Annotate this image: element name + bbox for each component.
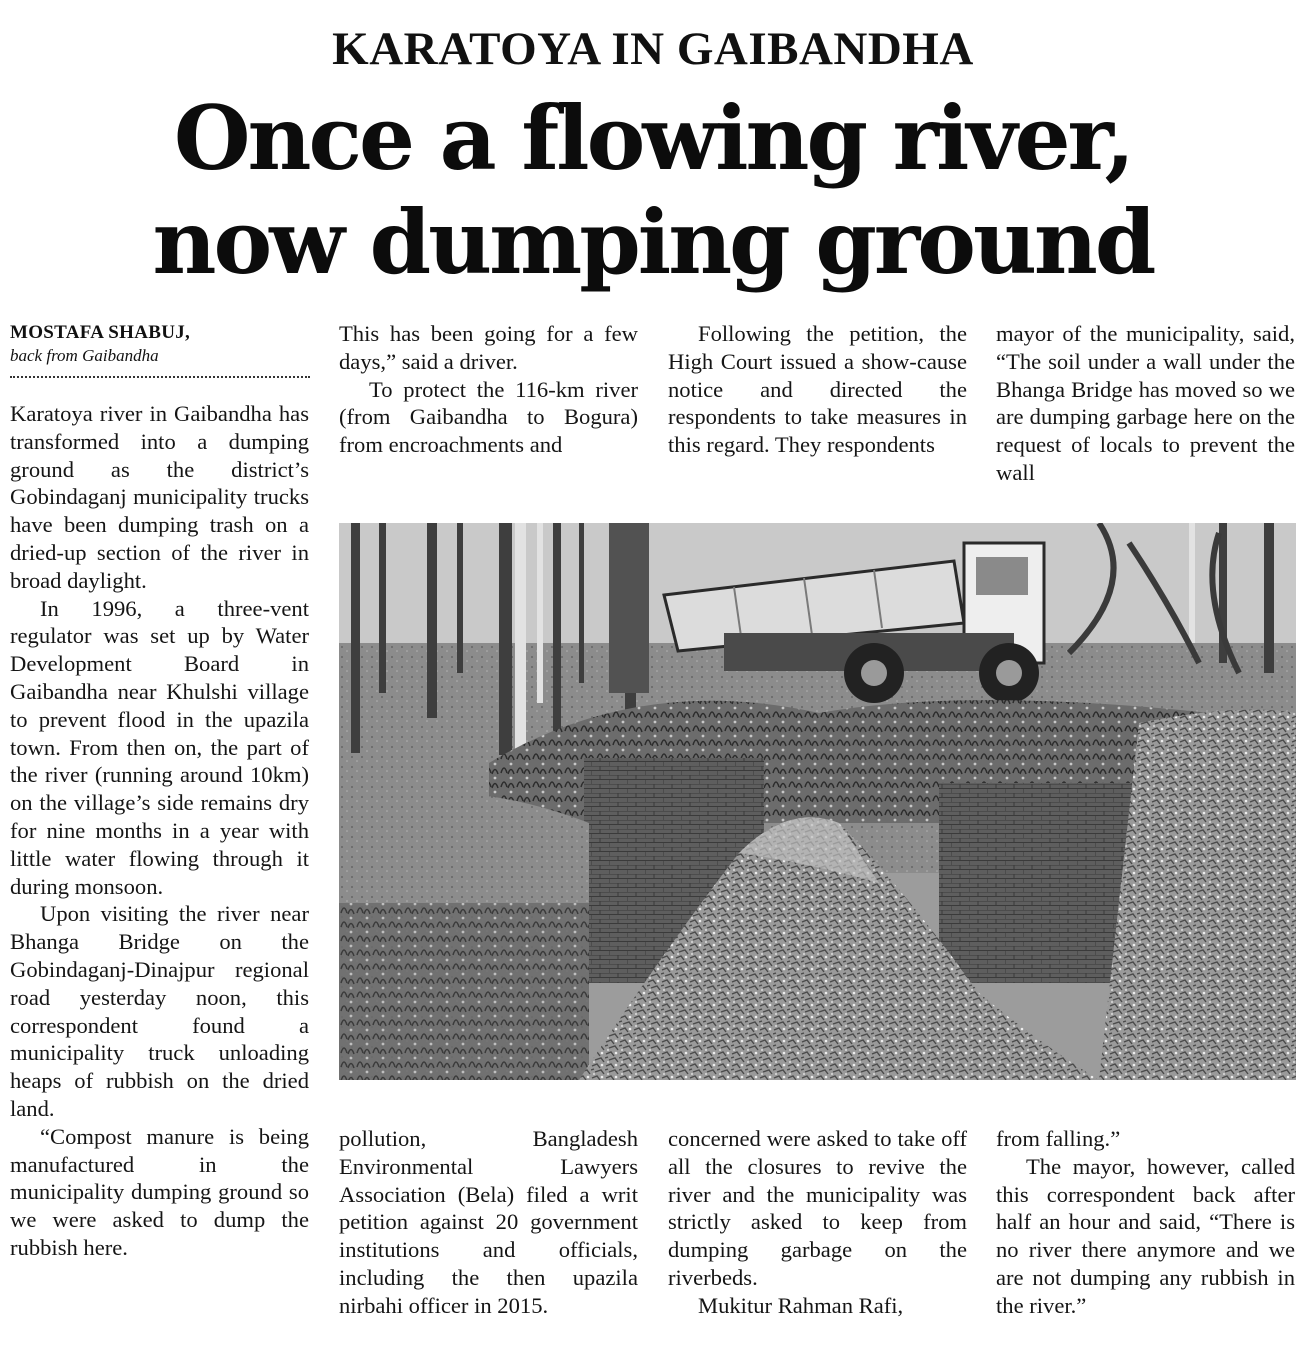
column-2-top [339,320,638,459]
kicker: KARATOYA IN GAIBANDHA [332,23,974,75]
column-4-top [996,320,1295,487]
column-2-bottom [339,1125,638,1320]
byline [10,322,310,378]
paragraph: In 1996, a three-vent regulator was set up by Water Development Board in Gaibandha near Khulshi village to prevent flood in the upazila town. From then on, the part of the river (running around 10km) on the village’s side remains dry for nine months in a year with little water flowing through it during monsoon. [10,595,309,899]
paragraph: The mayor, however, called this correspondent back after half an hour and said, “There is no river there anymore and we are not dumping any rubbish in the river.” [996,1153,1295,1318]
headline-line-2: now dumping ground [152,190,1154,294]
headline-line-1: Once a flowing river, [173,86,1133,190]
paragraph: To protect the 116-km river (from Gaibandha to Bogura) from encroachments and [339,376,638,458]
byline-divider [10,376,310,378]
photo-illustration [339,523,1296,1080]
paragraph: pollution, Bangladesh Environmental Lawyers Association (Bela) filed a writ petition against 20 government institutions and officials, including the then upazila nirbahi officer in 2015. [339,1126,638,1318]
paragraph: Mukitur Rahman Rafi, [698,1292,904,1318]
paragraph: concerned were asked to take off all the closures to revive the river and the municipality was strictly asked to keep from dumping garbage on the riverbeds. [668,1126,967,1290]
author-name: MOSTAFA SHABUJ, [10,322,191,343]
paragraph: mayor of the municipality, said, “The soil under a wall under the Bhanga Bridge has moved so we are dumping garbage here on the request of locals to prevent the wall [996,321,1295,485]
paragraph: from falling.” [996,1126,1121,1151]
paragraph: Karatoya river in Gaibandha has transformed into a dumping ground as the district’s Gobindaganj municipality trucks have been dumping trash on a dried-up section of the river in broad daylight. [10,401,309,593]
paragraph: Upon visiting the river near Bhanga Bridge on the Gobindaganj-Dinajpur regional road yesterday noon, this correspondent found a municipality truck unloading heaps of rubbish on the dried land. [10,901,309,1121]
news-photo [339,523,1296,1080]
column-4-bottom [996,1125,1295,1320]
headline [0,86,1306,294]
column-3-bottom [668,1125,967,1320]
column-3-top [668,320,967,459]
paragraph: This has been going for a few days,” said a driver. [339,321,638,374]
dateline-location: back from Gaibandha [10,346,159,365]
paragraph: Following the petition, the High Court issued a show-cause notice and directed the respondents to take measures in this regard. They respondents [668,321,967,458]
paragraph: “Compost manure is being manufactured in the municipality dumping ground so we were asked to dump the rubbish here. [10,1123,309,1260]
column-1 [10,400,309,1262]
